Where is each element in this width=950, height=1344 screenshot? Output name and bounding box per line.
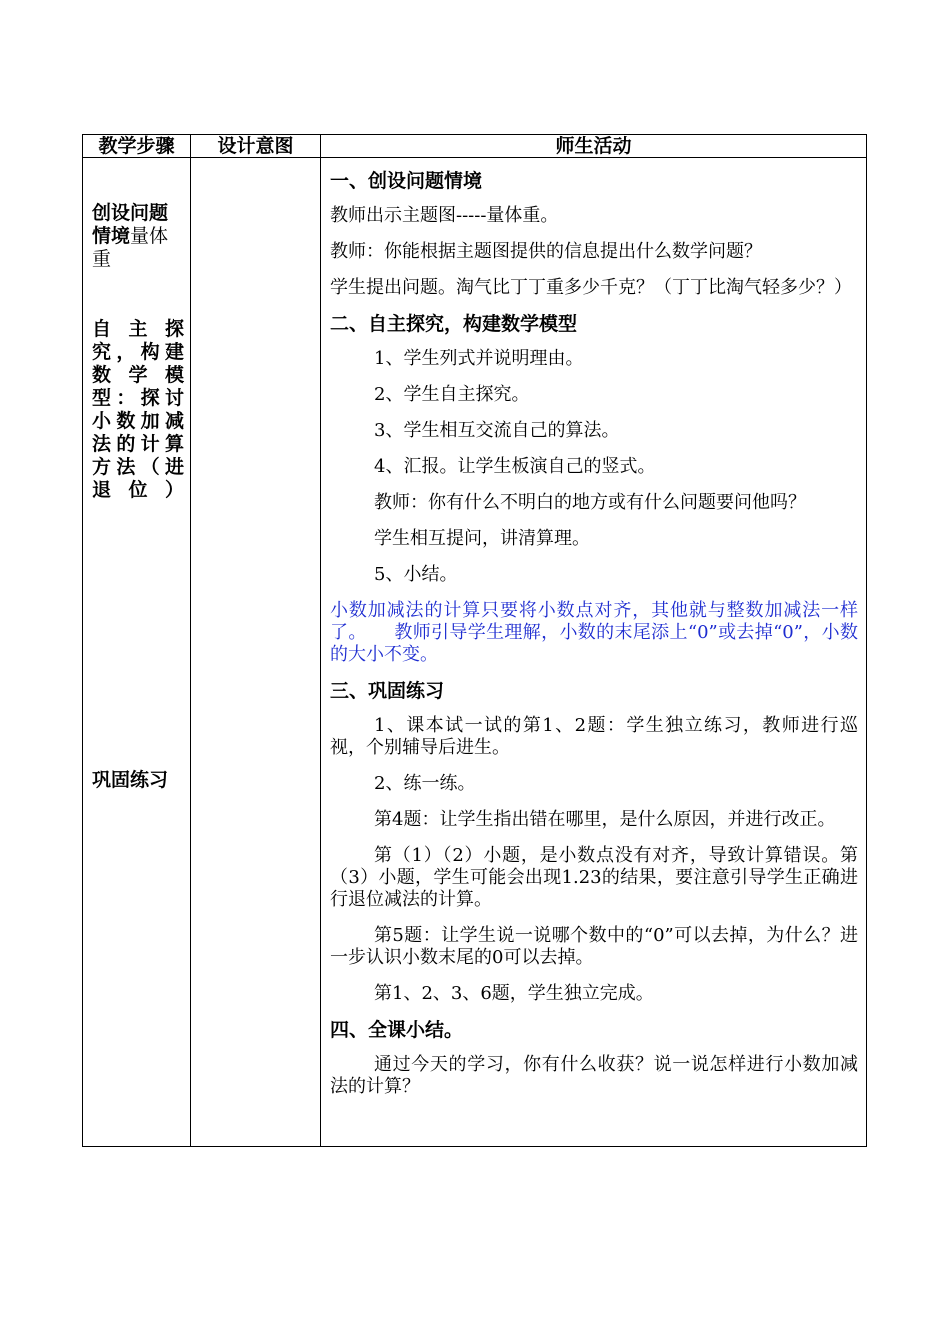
activity-paragraph: 2、练一练。 <box>374 773 476 794</box>
header-activities: 师生活动 <box>321 135 867 158</box>
activity-paragraph: 第5题：让学生说一说哪个数中的“0”可以去掉，为什么？进一步认识小数末尾的0可以去掉。 <box>330 925 858 968</box>
design-intent-column <box>191 158 321 1147</box>
activity-paragraph: 4、汇报。让学生板演自己的竖式。 <box>374 456 656 477</box>
step-create-situation: 创设问题情境量体重 <box>92 202 169 270</box>
step-explore-model: 自主探究，构建数学模型：探讨小数加减法的计算方法（进退位） <box>92 318 184 501</box>
header-teaching-steps: 教学步骤 <box>83 135 191 158</box>
activity-paragraph: 第4题：让学生指出错在哪里，是什么原因，并进行改正。 <box>374 809 836 830</box>
activities-text <box>321 158 866 1098</box>
activity-paragraph: 教师出示主题图-----量体重。 <box>330 205 559 226</box>
activity-paragraph: 5、小结。 <box>374 564 458 585</box>
lesson-plan-table <box>82 134 867 1147</box>
activity-paragraph: 第（1）（2）小题，是小数点没有对齐，导致计算错误。第（3）小题，学生可能会出现1.23的结果，要注意引导学生正确进行退位减法的计算。 <box>330 845 858 910</box>
activity-heading: 三、巩固练习 <box>330 680 445 702</box>
activity-heading: 四、全课小结。 <box>330 1019 464 1041</box>
activity-paragraph: 2、学生自主探究。 <box>374 384 530 405</box>
activity-paragraph: 3、学生相互交流自己的算法。 <box>374 420 620 441</box>
body-row <box>83 158 867 1147</box>
header-design-intent: 设计意图 <box>191 135 321 158</box>
activity-paragraph: 1、学生列式并说明理由。 <box>374 348 584 369</box>
activity-paragraph: 学生相互提问，讲清算理。 <box>374 528 590 549</box>
activity-paragraph: 学生提出问题。淘气比丁丁重多少千克？（丁丁比淘气轻多少？） <box>330 277 852 298</box>
activity-paragraph: 小数加减法的计算只要将小数点对齐，其他就与整数加减法一样了。 教师引导学生理解，小数的末尾添上“0”或去掉“0”，小数的大小不变。 <box>330 600 858 665</box>
activity-heading: 二、自主探究，构建数学模型 <box>330 313 578 335</box>
activity-heading: 一、创设问题情境 <box>330 170 483 192</box>
activity-paragraph: 第1、2、3、6题，学生独立完成。 <box>374 983 654 1004</box>
step-practice: 巩固练习 <box>92 769 169 791</box>
activities-column <box>321 158 867 1147</box>
activity-paragraph: 1、课本试一试的第1、2题：学生独立练习，教师进行巡视，个别辅导后进生。 <box>330 715 858 758</box>
activity-paragraph: 教师：你有什么不明白的地方或有什么问题要问他吗？ <box>374 492 806 513</box>
activity-paragraph: 教师：你能根据主题图提供的信息提出什么数学问题？ <box>330 241 762 262</box>
header-row <box>83 135 867 158</box>
activity-paragraph: 通过今天的学习，你有什么收获？说一说怎样进行小数加减法的计算？ <box>330 1054 858 1097</box>
steps-column <box>83 158 191 1147</box>
